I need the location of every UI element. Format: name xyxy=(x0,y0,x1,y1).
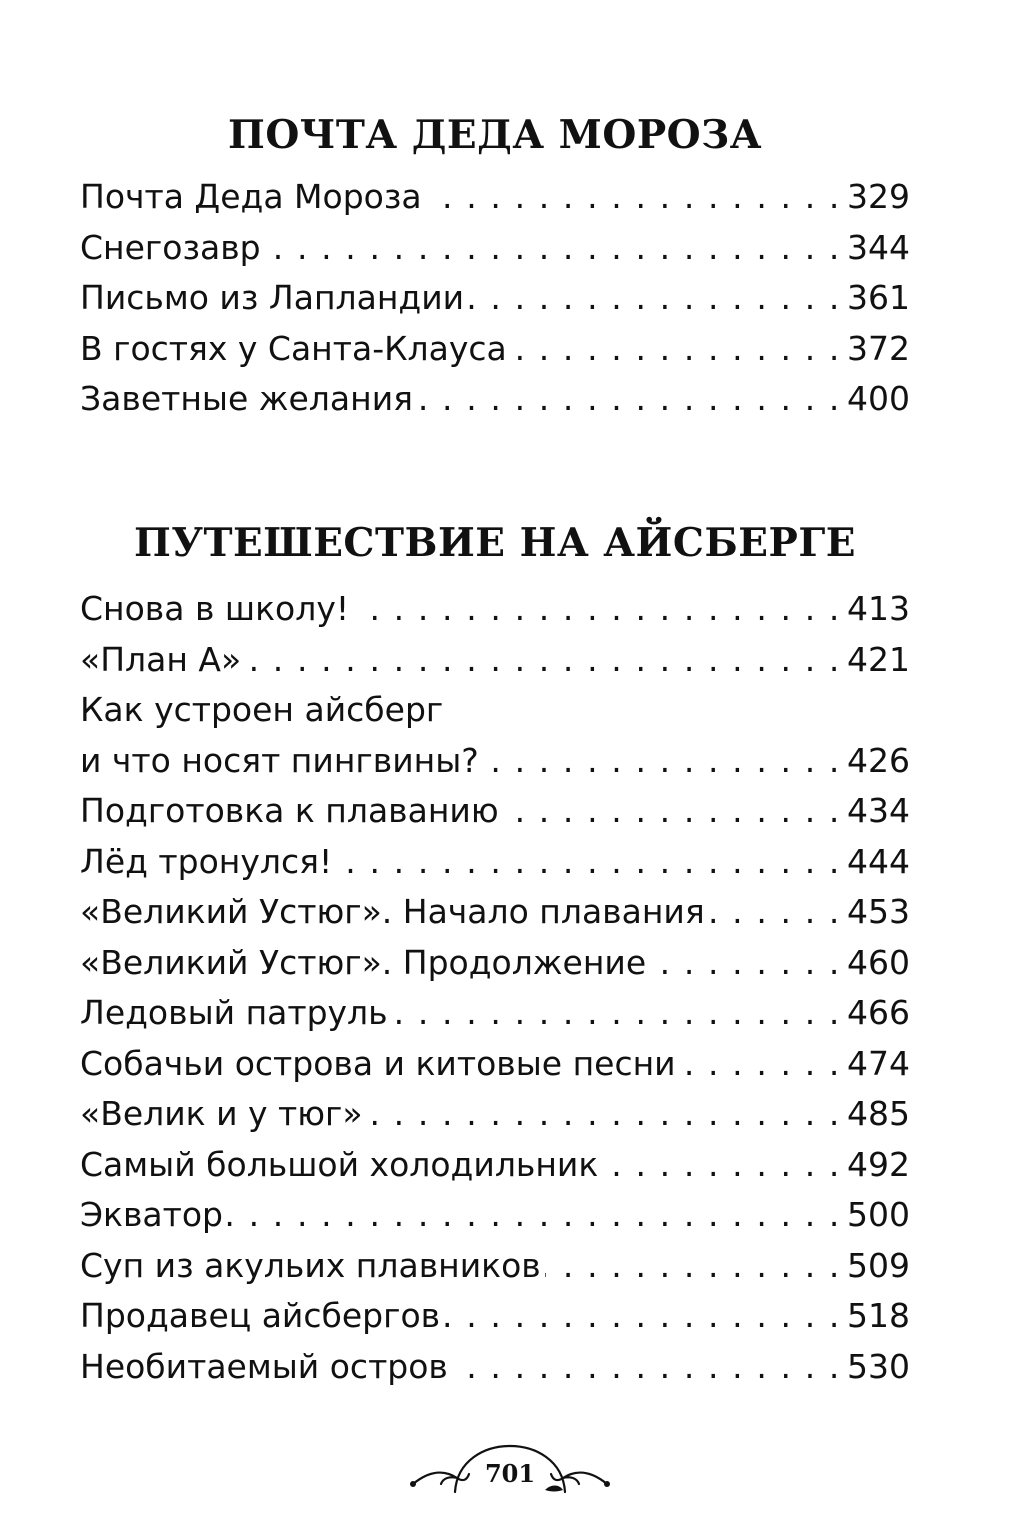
toc-entry[interactable] xyxy=(80,1089,910,1140)
toc-entry-title: Снегозавр xyxy=(80,227,261,267)
toc-entry-page: 492 xyxy=(847,1144,910,1184)
toc-entry-title: Продавец айсбергов xyxy=(80,1296,441,1335)
dot-leader xyxy=(444,1291,841,1342)
toc-entry-title: Заветные желания xyxy=(80,379,413,418)
toc-entry[interactable] xyxy=(80,1140,910,1191)
toc-section xyxy=(80,108,910,425)
dot-leader xyxy=(452,1342,841,1393)
toc-entry-title: Необитаемый остров xyxy=(80,1346,448,1386)
toc-entry-title: Почта Деда Мороза xyxy=(80,177,422,216)
toc-entry[interactable] xyxy=(80,1342,910,1393)
toc-entry-title: В гостях у Санта-Клауса xyxy=(80,328,507,368)
toc-entry-page: 530 xyxy=(847,1346,910,1386)
toc-entry[interactable] xyxy=(80,685,910,786)
toc-entry[interactable] xyxy=(80,635,910,686)
toc-entry-title: «Великий Устюг». Начало плавания xyxy=(80,892,705,931)
toc-entry-title: Собачьи острова и китовые песни xyxy=(80,1043,676,1083)
toc-entry[interactable] xyxy=(80,1291,910,1342)
toc-entry-title: Подготовка к плаванию xyxy=(80,791,499,830)
toc-entry-page: 329 xyxy=(847,177,910,216)
toc-entry-title-line1: Как устроен айсберг xyxy=(80,690,444,729)
dot-leader xyxy=(265,223,841,274)
toc-entry-page: 500 xyxy=(847,1195,910,1234)
dot-leader xyxy=(511,324,841,375)
toc-entry-page: 453 xyxy=(847,892,910,931)
toc-entry-page: 344 xyxy=(847,227,910,267)
toc-entry-title: «План А» xyxy=(80,639,242,679)
toc-entry-page: 485 xyxy=(847,1094,910,1133)
toc-entry-title: Самый большой холодильник xyxy=(80,1144,599,1184)
toc-entry-page: 466 xyxy=(847,993,910,1032)
toc-entry[interactable] xyxy=(80,172,910,223)
toc-entry-title: Письмо из Лапландии xyxy=(80,278,465,317)
dot-leader xyxy=(417,374,841,425)
dot-leader xyxy=(680,1039,841,1090)
toc-entry[interactable] xyxy=(80,988,910,1039)
toc-entry[interactable] xyxy=(80,837,910,888)
toc-entry-page: 421 xyxy=(847,639,910,679)
toc-section xyxy=(80,516,910,1392)
toc-entry-title: Ледовый патруль xyxy=(80,993,388,1032)
toc-entry-page: 434 xyxy=(847,791,910,830)
toc-entry[interactable] xyxy=(80,1241,910,1292)
dot-leader xyxy=(503,786,841,837)
toc-entry[interactable] xyxy=(80,1190,910,1241)
dot-leader xyxy=(483,736,841,787)
toc-entry[interactable] xyxy=(80,887,910,938)
toc-entry[interactable] xyxy=(80,1039,910,1090)
dot-leader xyxy=(336,837,841,888)
page-number: 701 xyxy=(484,1459,536,1488)
toc-entry-title-line2: и что носят пингвины? xyxy=(80,740,479,780)
toc-entry-page: 518 xyxy=(847,1296,910,1335)
section-title: ПОЧТА ДЕДА МОРОЗА xyxy=(227,112,763,158)
toc-entry-page: 361 xyxy=(847,278,910,317)
dot-leader xyxy=(353,584,841,635)
toc-entry-page: 460 xyxy=(847,942,910,982)
dot-leader xyxy=(602,1140,841,1191)
toc-entry-title: «Велик и у тюг» xyxy=(80,1094,363,1133)
dot-leader xyxy=(227,1190,841,1241)
toc-entry-page: 372 xyxy=(847,328,910,368)
dot-leader xyxy=(245,635,841,686)
toc-entry-title: «Великий Устюг». Продолжение xyxy=(80,942,647,982)
toc-entry[interactable] xyxy=(80,223,910,274)
toc-entry[interactable] xyxy=(80,786,910,837)
toc-entry-page: 426 xyxy=(847,740,910,780)
dot-leader xyxy=(545,1241,841,1292)
toc-entry-title: Экватор xyxy=(80,1195,224,1234)
toc-entry[interactable] xyxy=(80,584,910,635)
toc-entry-page: 444 xyxy=(847,841,910,881)
toc-entry-page: 509 xyxy=(847,1245,910,1285)
toc-entry[interactable] xyxy=(80,273,910,324)
toc-entry-title: Снова в школу! xyxy=(80,589,350,628)
toc-entry[interactable] xyxy=(80,938,910,989)
toc-entry[interactable] xyxy=(80,324,910,375)
dot-leader xyxy=(392,988,841,1039)
dot-leader xyxy=(367,1089,841,1140)
dot-leader xyxy=(709,887,841,938)
toc-entry-title: Лёд тронулся! xyxy=(80,841,333,881)
toc-entry-page: 400 xyxy=(847,379,910,418)
toc-entry-title: Суп из акульих плавников xyxy=(80,1245,541,1285)
section-title: ПУТЕШЕСТВИЕ НА АЙСБЕРГЕ xyxy=(134,520,856,566)
dot-leader xyxy=(650,938,841,989)
toc-entry-page: 413 xyxy=(847,589,910,628)
toc-entry-page: 474 xyxy=(847,1043,910,1083)
toc-entry[interactable] xyxy=(80,374,910,425)
dot-leader xyxy=(468,273,841,324)
dot-leader xyxy=(426,172,841,223)
page-folio xyxy=(0,1440,1020,1510)
